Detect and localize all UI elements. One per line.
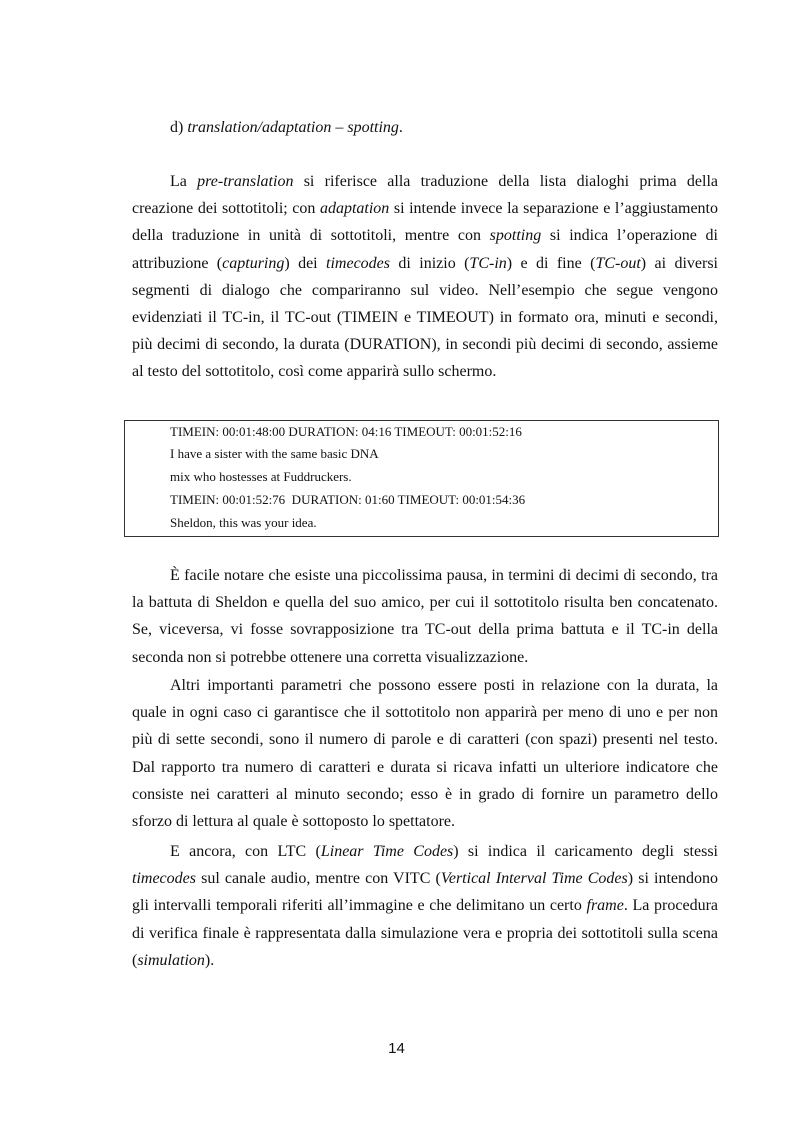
- example-line: mix who hostesses at Fuddruckers.: [170, 469, 352, 484]
- paragraph-ltc-vitc: E ancora, con LTC (Linear Time Codes) si indica il caricamento degli stessi timecodes sul canale audio, mentre con VITC (Vertical Interval Time Codes) si intendono gli intervalli temporali riferiti all’immagine e che delimitano un certo frame. La procedura di verifica finale è rappresentata dalla simulazione vera e propria dei sottotitoli sulla scena (simulation).: [132, 843, 719, 969]
- example-line: I have a sister with the same basic DNA: [170, 446, 379, 461]
- paragraph-pause: È facile notare che esiste una piccolissima pausa, in termini di decimi di secondo, tra la battuta di Sheldon e quella del suo amico, per cui il sottotitolo risulta ben concatenato. Se, viceversa, vi fosse sovrapposizione tra TC-out della prima battuta e il TC-in della seconda non si potrebbe ottenere una corretta visualizzazione.: [132, 567, 718, 666]
- example-line: TIMEIN: 00:01:52:76 DURATION: 01:60 TIMEOUT: 00:01:54:36: [170, 492, 526, 507]
- list-item-d: d) translation/adaptation – spotting.: [170, 119, 403, 136]
- paragraph-pre-translation: La pre-translation si riferisce alla traduzione della lista dialoghi prima della creazione dei sottotitoli; con adaptation si intende invece la separazione e l’aggiustamento della traduzione in unità di sottotitoli, mentre con spotting si indica l’operazione di attribuzione (capturing) dei timecodes di inizio (TC-in) e di fine (TC-out) ai diversi segmenti di dialogo che compariranno sul video. Nell’esempio che segue vengono evidenziati il TC-in, il TC-out (TIMEIN e TIMEOUT) in formato ora, minuti e secondi, più decimi di secondo, la durata (DURATION), in secondi più decimi di secondo, assieme al testo del sottotitolo, così come apparirà sullo schermo.: [132, 173, 719, 381]
- example-line: Sheldon, this was your idea.: [170, 515, 317, 530]
- list-item-term: translation/adaptation – spotting: [187, 119, 399, 136]
- subtitle-example-box: [124, 420, 719, 537]
- page-number: 14: [388, 1040, 405, 1057]
- paragraph-parameters: Altri importanti parametri che possono essere posti in relazione con la durata, la quale in ogni caso ci garantisce che il sottotitolo non apparirà per meno di uno e per non più di sette secondi, sono il numero di parole e di caratteri (con spazi) presenti nel testo. Dal rapporto tra numero di caratteri e durata si ricava infatti un ulteriore indicatore che consiste nei caratteri al minuto secondo; esso è in grado di fornire un parametro dello sforzo di lettura al quale è sottoposto lo spettatore.: [132, 677, 718, 831]
- example-line: TIMEIN: 00:01:48:00 DURATION: 04:16 TIMEOUT: 00:01:52:16: [170, 424, 522, 439]
